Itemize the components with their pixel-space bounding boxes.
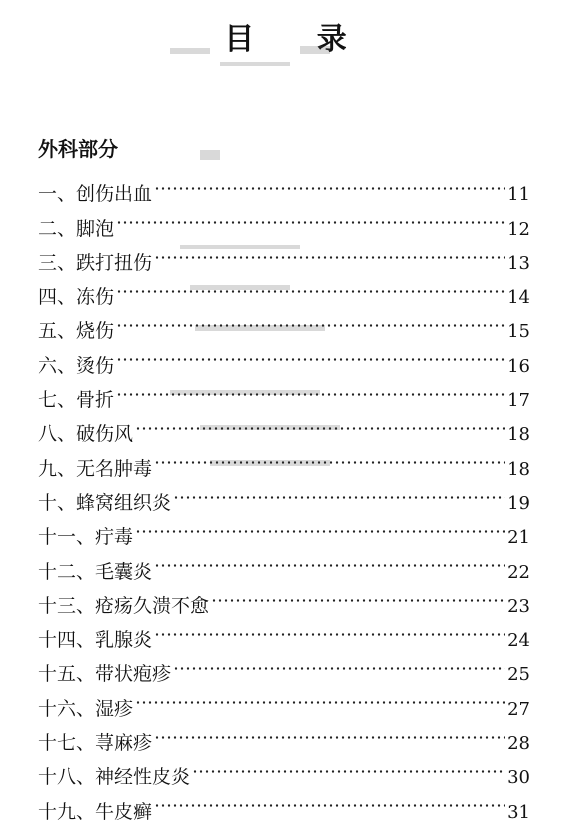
toc-entry-label: 十四、乳腺炎 — [38, 629, 153, 652]
dot-leader — [154, 166, 505, 200]
toc-list — [38, 166, 530, 823]
dot-leader — [154, 543, 505, 577]
toc-entry-label: 三、跌打扭伤 — [38, 251, 153, 274]
dot-leader — [154, 612, 505, 646]
dot-leader — [116, 337, 505, 371]
toc-entry-page-number: 23 — [507, 595, 530, 617]
toc-entry-label: 六、烫伤 — [38, 354, 115, 377]
dot-leader — [135, 680, 505, 714]
toc-entry-page-number: 15 — [507, 321, 530, 343]
dot-leader — [154, 440, 505, 474]
toc-entry-label: 七、骨折 — [38, 389, 115, 412]
toc-entry-label: 十八、神经性皮炎 — [38, 766, 191, 789]
toc-entry-page-number: 12 — [507, 218, 530, 240]
dot-leader — [116, 303, 505, 337]
dot-leader — [116, 372, 505, 406]
dot-leader — [154, 783, 505, 817]
toc-entry — [38, 166, 530, 206]
toc-entry-label: 十六、湿疹 — [38, 697, 134, 720]
dot-leader — [173, 646, 505, 680]
toc-entry-page-number: 11 — [507, 184, 530, 206]
dot-leader — [116, 200, 505, 234]
toc-entry-label: 一、创伤出血 — [38, 183, 153, 206]
toc-entry-label: 十三、疮疡久溃不愈 — [38, 594, 210, 617]
toc-entry-label: 十一、疔毒 — [38, 526, 134, 549]
toc-entry-label: 九、无名肿毒 — [38, 457, 153, 480]
toc-entry-page-number: 18 — [507, 424, 530, 446]
toc-entry-label: 十九、牛皮癣 — [38, 800, 153, 823]
toc-entry-page-number: 28 — [507, 733, 530, 755]
toc-entry-label: 五、烧伤 — [38, 320, 115, 343]
toc-entry-page-number: 17 — [507, 390, 530, 412]
toc-entry-label: 十、蜂窝组织炎 — [38, 491, 172, 514]
dot-leader — [135, 509, 505, 543]
toc-entry-label: 十五、带状疱疹 — [38, 663, 172, 686]
toc-entry-page-number: 25 — [507, 664, 530, 686]
dot-leader — [211, 578, 505, 612]
toc-entry-label: 十七、荨麻疹 — [38, 732, 153, 755]
dot-leader — [154, 715, 505, 749]
dot-leader — [192, 749, 505, 783]
dot-leader — [173, 475, 505, 509]
toc-entry-label: 四、冻伤 — [38, 286, 115, 309]
toc-entry-page-number: 22 — [507, 561, 530, 583]
toc-entry-label: 二、脚泡 — [38, 217, 115, 240]
toc-entry-page-number: 21 — [507, 527, 530, 549]
toc-entry-page-number: 18 — [507, 458, 530, 480]
toc-entry-label: 十二、毛囊炎 — [38, 560, 153, 583]
toc-entry-page-number: 31 — [507, 801, 530, 823]
toc-entry-page-number: 30 — [507, 767, 530, 789]
toc-entry-page-number: 27 — [507, 698, 530, 720]
toc-entry-page-number: 13 — [507, 252, 530, 274]
toc-entry-page-number: 24 — [507, 630, 530, 652]
dot-leader — [154, 235, 505, 269]
toc-entry-label: 八、破伤风 — [38, 423, 134, 446]
toc-entry-page-number: 16 — [507, 355, 530, 377]
dot-leader — [135, 406, 505, 440]
toc-entry-page-number: 19 — [507, 492, 530, 514]
toc-entry-page-number: 14 — [507, 287, 530, 309]
page-title: 目 录 — [224, 22, 373, 57]
dot-leader — [116, 269, 505, 303]
section-heading: 外科部分 — [38, 137, 118, 161]
